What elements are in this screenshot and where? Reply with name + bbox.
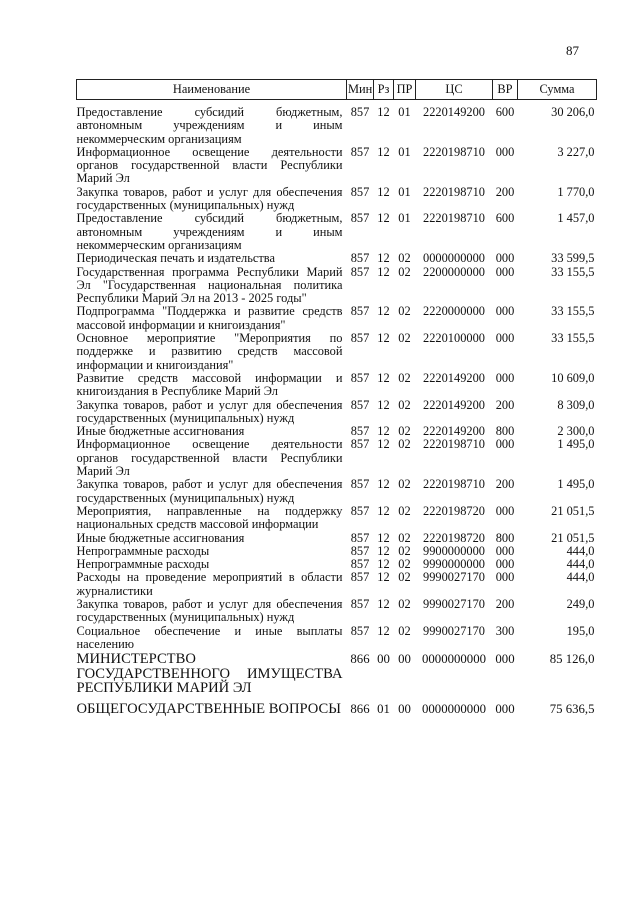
row-vr: 800 [495, 530, 515, 545]
row-min: 857 [350, 477, 370, 492]
row-name: Подпрограмма "Поддержка и развитие средств массовой информации и книгоиздания" [76, 304, 343, 332]
row-name: Развитие средств массовой информации и книгоиздания в Республике Марий Эл [76, 370, 343, 399]
row-name: Мероприятия, направленные на поддержку национальных средств массовой информации [76, 503, 343, 532]
row-vr: 000 [495, 264, 515, 279]
row-sum: 33 155,5 [551, 304, 595, 319]
row-pr: 02 [398, 264, 411, 279]
row-min: 857 [350, 211, 370, 226]
row-name: Информационное освещение деятельности органов государственной власти Республики Марий Эл [76, 144, 343, 186]
row-sum: 444,0 [566, 570, 595, 585]
row-sum: 33 155,5 [551, 264, 595, 279]
row-cs: 2220149200 [423, 397, 485, 412]
row-min: 857 [350, 570, 370, 585]
row-pr: 01 [398, 184, 411, 199]
row-pr: 02 [398, 424, 411, 439]
row-min: 857 [350, 331, 370, 346]
row-name: Социальное обеспечение и иные выплаты населению [76, 623, 343, 651]
row-rz: 12 [377, 397, 390, 412]
row-rz: 12 [377, 477, 390, 492]
table-row [77, 425, 597, 438]
row-pr: 02 [398, 596, 411, 611]
row-rz: 12 [377, 596, 390, 611]
row-min: 857 [350, 264, 370, 279]
header-row [77, 80, 597, 100]
row-rz: 12 [377, 370, 390, 385]
table-row [77, 651, 597, 696]
row-cs: 2200000000 [423, 264, 485, 279]
row-vr: 300 [495, 623, 515, 638]
row-vr: 800 [495, 424, 515, 439]
header-vr: ВР [493, 80, 518, 100]
row-min: 857 [350, 437, 370, 452]
row-vr: 000 [495, 144, 515, 159]
row-name: Закупка товаров, работ и услуг для обеспечения государственных (муниципальных) нужд [76, 397, 343, 425]
row-cs: 2220198720 [423, 503, 485, 518]
row-min: 857 [350, 370, 370, 385]
row-pr: 02 [398, 503, 411, 518]
table-row [77, 532, 597, 545]
row-rz: 12 [377, 530, 390, 545]
table-row [77, 598, 597, 625]
table-row [77, 399, 597, 426]
row-sum: 195,0 [566, 623, 595, 638]
row-sum: 1 495,0 [557, 477, 595, 492]
page-number: 87 [566, 43, 579, 58]
budget-table [76, 79, 597, 716]
row-rz: 12 [377, 543, 390, 558]
row-vr: 000 [495, 701, 515, 716]
row-name: МИНИСТЕРСТВО ГОСУДАРСТВЕННОГО ИМУЩЕСТВА РЕСПУБЛИКИ МАРИЙ ЭЛ [76, 651, 343, 697]
row-min: 857 [350, 251, 370, 266]
row-sum: 10 609,0 [551, 370, 595, 385]
table-row [77, 438, 597, 478]
row-min: 857 [350, 503, 370, 518]
row-vr: 000 [495, 652, 515, 667]
row-pr: 00 [398, 652, 411, 667]
row-vr: 600 [495, 211, 515, 226]
row-sum: 3 227,0 [557, 144, 595, 159]
row-min: 857 [350, 397, 370, 412]
row-sum: 1 770,0 [557, 184, 595, 199]
row-rz: 12 [377, 570, 390, 585]
row-name: Периодическая печать и издательства [76, 251, 275, 266]
row-rz: 12 [377, 437, 390, 452]
row-name: Непрограммные расходы [76, 557, 210, 572]
row-vr: 000 [495, 543, 515, 558]
row-sum: 8 309,0 [557, 397, 595, 412]
table-row [77, 305, 597, 332]
row-rz: 12 [377, 144, 390, 159]
table-header [77, 80, 597, 100]
table-row [77, 212, 597, 252]
table-row [77, 625, 597, 652]
row-sum: 21 051,5 [551, 503, 595, 518]
row-cs: 2220198710 [423, 184, 485, 199]
row-min: 857 [350, 557, 370, 572]
row-cs: 9900000000 [423, 543, 485, 558]
table-row [77, 372, 597, 399]
row-cs: 2220198710 [423, 437, 485, 452]
row-vr: 000 [495, 304, 515, 319]
row-sum: 33 599,5 [551, 251, 595, 266]
row-vr: 000 [495, 251, 515, 266]
row-vr: 000 [495, 503, 515, 518]
row-rz: 12 [377, 424, 390, 439]
row-pr: 01 [398, 211, 411, 226]
row-name: Закупка товаров, работ и услуг для обеспечения государственных (муниципальных) нужд [76, 477, 343, 505]
table-row [77, 505, 597, 532]
row-pr: 02 [398, 370, 411, 385]
row-sum: 75 636,5 [549, 701, 595, 716]
row-rz: 12 [377, 503, 390, 518]
row-min: 857 [350, 596, 370, 611]
row-sum: 444,0 [566, 543, 595, 558]
row-rz: 12 [377, 211, 390, 226]
table-row [77, 332, 597, 372]
row-name: Предоставление субсидий бюджетным, автономным учреждениям и иным некоммерческим организациям [76, 105, 343, 146]
row-name: Закупка товаров, работ и услуг для обеспечения государственных (муниципальных) нужд [76, 596, 343, 625]
row-pr: 02 [398, 251, 411, 266]
row-vr: 000 [495, 557, 515, 572]
row-rz: 12 [377, 105, 390, 119]
row-name: Государственная программа Республики Марий Эл "Государственная национальная политика Республики Марий Эл на 2013 - 2025 годы" [76, 264, 343, 306]
row-pr: 02 [398, 623, 411, 638]
row-cs: 2220100000 [423, 331, 485, 346]
row-cs: 2220198710 [423, 144, 485, 159]
table-row [77, 558, 597, 571]
row-pr: 02 [398, 477, 411, 492]
table-row [77, 146, 597, 186]
row-rz: 12 [377, 184, 390, 199]
row-name: Непрограммные расходы [76, 543, 210, 558]
row-pr: 01 [398, 105, 411, 119]
row-name: Основное мероприятие "Мероприятия по поддержке и развитию средств массовой информации и книгоиздания" [76, 331, 343, 372]
row-name: Закупка товаров, работ и услуг для обеспечения государственных (муниципальных) нужд [76, 184, 343, 213]
row-min: 857 [350, 530, 370, 545]
row-min: 857 [350, 424, 370, 439]
row-sum: 33 155,5 [551, 331, 595, 346]
row-vr: 000 [495, 370, 515, 385]
row-cs: 9990027170 [423, 570, 485, 585]
row-rz: 12 [377, 557, 390, 572]
row-min: 857 [350, 623, 370, 638]
row-sum: 2 300,0 [557, 424, 595, 439]
row-name: Расходы на проведение мероприятий в области журналистики [76, 570, 343, 598]
row-cs: 0000000000 [423, 251, 485, 266]
row-min: 866 [350, 701, 370, 716]
row-sum: 1 495,0 [557, 437, 595, 452]
row-name: Иные бюджетные ассигнования [76, 530, 245, 545]
row-sum: 1 457,0 [557, 211, 595, 226]
row-pr: 01 [398, 144, 411, 159]
row-sum: 444,0 [566, 557, 595, 572]
row-min: 857 [350, 184, 370, 199]
table-row [77, 252, 597, 265]
row-pr: 02 [398, 543, 411, 558]
row-pr: 02 [398, 331, 411, 346]
row-min: 857 [350, 304, 370, 319]
row-cs: 0000000000 [422, 701, 486, 716]
row-pr: 02 [398, 557, 411, 572]
row-name: Предоставление субсидий бюджетным, автономным учреждениям и иным некоммерческим организациям [76, 211, 343, 252]
row-min: 857 [350, 543, 370, 558]
row-name: Информационное освещение деятельности органов государственной власти Республики Марий Эл [76, 437, 343, 479]
row-vr: 200 [495, 596, 515, 611]
table-body [77, 100, 597, 717]
header-rz: Рз [374, 80, 394, 100]
row-vr: 200 [495, 477, 515, 492]
row-cs: 2220198710 [423, 211, 485, 226]
row-cs: 2220198720 [423, 530, 485, 545]
header-cs: ЦС [416, 80, 493, 100]
row-cs: 2220149200 [423, 370, 485, 385]
header-name: Наименование [77, 80, 347, 100]
row-sum: 21 051,5 [551, 530, 595, 545]
row-cs: 0000000000 [422, 652, 486, 667]
table-row [77, 100, 597, 146]
table-row [77, 478, 597, 505]
row-sum: 85 126,0 [549, 652, 595, 667]
row-vr: 200 [495, 184, 515, 199]
row-min: 857 [350, 105, 370, 119]
row-cs: 2220149200 [423, 105, 485, 119]
row-vr: 000 [495, 437, 515, 452]
row-cs: 2220149200 [423, 424, 485, 439]
row-rz: 12 [377, 251, 390, 266]
header-sum: Сумма [518, 80, 597, 100]
row-pr: 02 [398, 437, 411, 452]
row-pr: 02 [398, 397, 411, 412]
table-row [77, 571, 597, 598]
header-pr: ПР [394, 80, 416, 100]
row-rz: 12 [377, 623, 390, 638]
row-min: 866 [350, 652, 370, 667]
table-row [77, 696, 597, 717]
row-min: 857 [350, 144, 370, 159]
row-sum: 249,0 [566, 596, 595, 611]
row-pr: 00 [398, 701, 411, 716]
row-pr: 02 [398, 530, 411, 545]
header-min: Мин [347, 80, 374, 100]
row-vr: 600 [495, 105, 515, 119]
row-cs: 9990000000 [423, 557, 485, 572]
row-sum: 30 206,0 [551, 105, 595, 119]
row-rz: 12 [377, 304, 390, 319]
row-rz: 12 [377, 331, 390, 346]
row-cs: 2220000000 [423, 304, 485, 319]
row-vr: 000 [495, 570, 515, 585]
row-rz: 12 [377, 264, 390, 279]
row-rz: 01 [377, 701, 390, 716]
table-row [77, 186, 597, 213]
row-vr: 200 [495, 397, 515, 412]
table-row [77, 266, 597, 306]
row-pr: 02 [398, 570, 411, 585]
row-name: Иные бюджетные ассигнования [76, 424, 245, 439]
row-name: ОБЩЕГОСУДАРСТВЕННЫЕ ВОПРОСЫ [76, 700, 341, 717]
row-cs: 9990027170 [423, 596, 485, 611]
row-vr: 000 [495, 331, 515, 346]
row-cs: 9990027170 [423, 623, 485, 638]
row-pr: 02 [398, 304, 411, 319]
row-cs: 2220198710 [423, 477, 485, 492]
row-rz: 00 [377, 652, 390, 667]
table-row [77, 545, 597, 558]
